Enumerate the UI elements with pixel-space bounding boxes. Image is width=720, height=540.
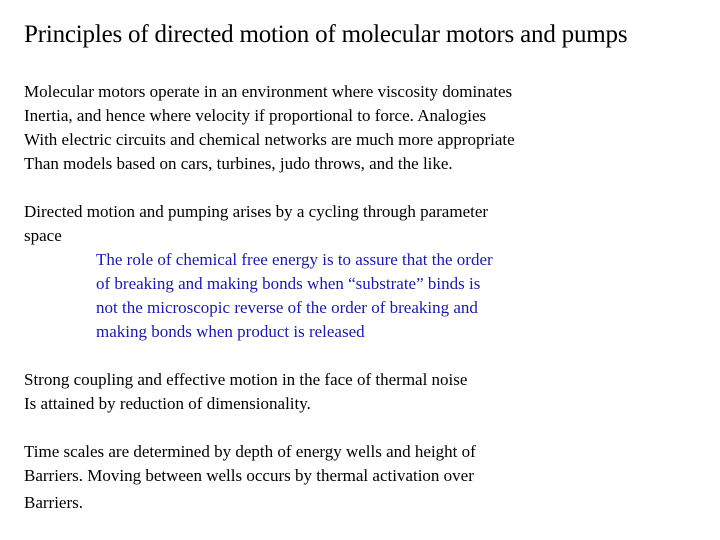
indented-line: The role of chemical free energy is to assure that the order — [96, 250, 493, 269]
paragraph-line: Time scales are determined by depth of energy wells and height of — [24, 442, 476, 461]
paragraph-line: Than models based on cars, turbines, judo throws, and the like. — [24, 154, 453, 173]
paragraph-line: With electric circuits and chemical networks are much more appropriate — [24, 130, 515, 149]
paragraph-line: space — [24, 226, 62, 245]
paragraph-directed-motion — [24, 200, 488, 248]
paragraph-line: Molecular motors operate in an environment where viscosity dominates — [24, 82, 513, 101]
paragraph-line: Is attained by reduction of dimensionality. — [24, 394, 311, 413]
paragraph-coupling — [24, 368, 467, 416]
paragraph-line: Inertia, and hence where velocity if proportional to force. Analogies — [24, 106, 487, 125]
slide-title: Principles of directed motion of molecular motors and pumps — [24, 21, 628, 48]
indented-line: of breaking and making bonds when “substrate” binds is — [96, 274, 481, 293]
paragraph-viscosity — [24, 80, 515, 176]
indented-line: not the microscopic reverse of the order of breaking and — [96, 298, 478, 317]
paragraph-line: Barriers. — [24, 493, 84, 512]
paragraph-time-scales — [24, 440, 476, 518]
paragraph-line: Directed motion and pumping arises by a cycling through parameter — [24, 202, 489, 221]
paragraph-line: Strong coupling and effective motion in the face of thermal noise — [24, 370, 468, 389]
indented-paragraph-free-energy — [96, 248, 493, 344]
paragraph-line: Barriers. Moving between wells occurs by thermal activation over — [24, 466, 474, 485]
indented-line: making bonds when product is released — [96, 322, 365, 341]
